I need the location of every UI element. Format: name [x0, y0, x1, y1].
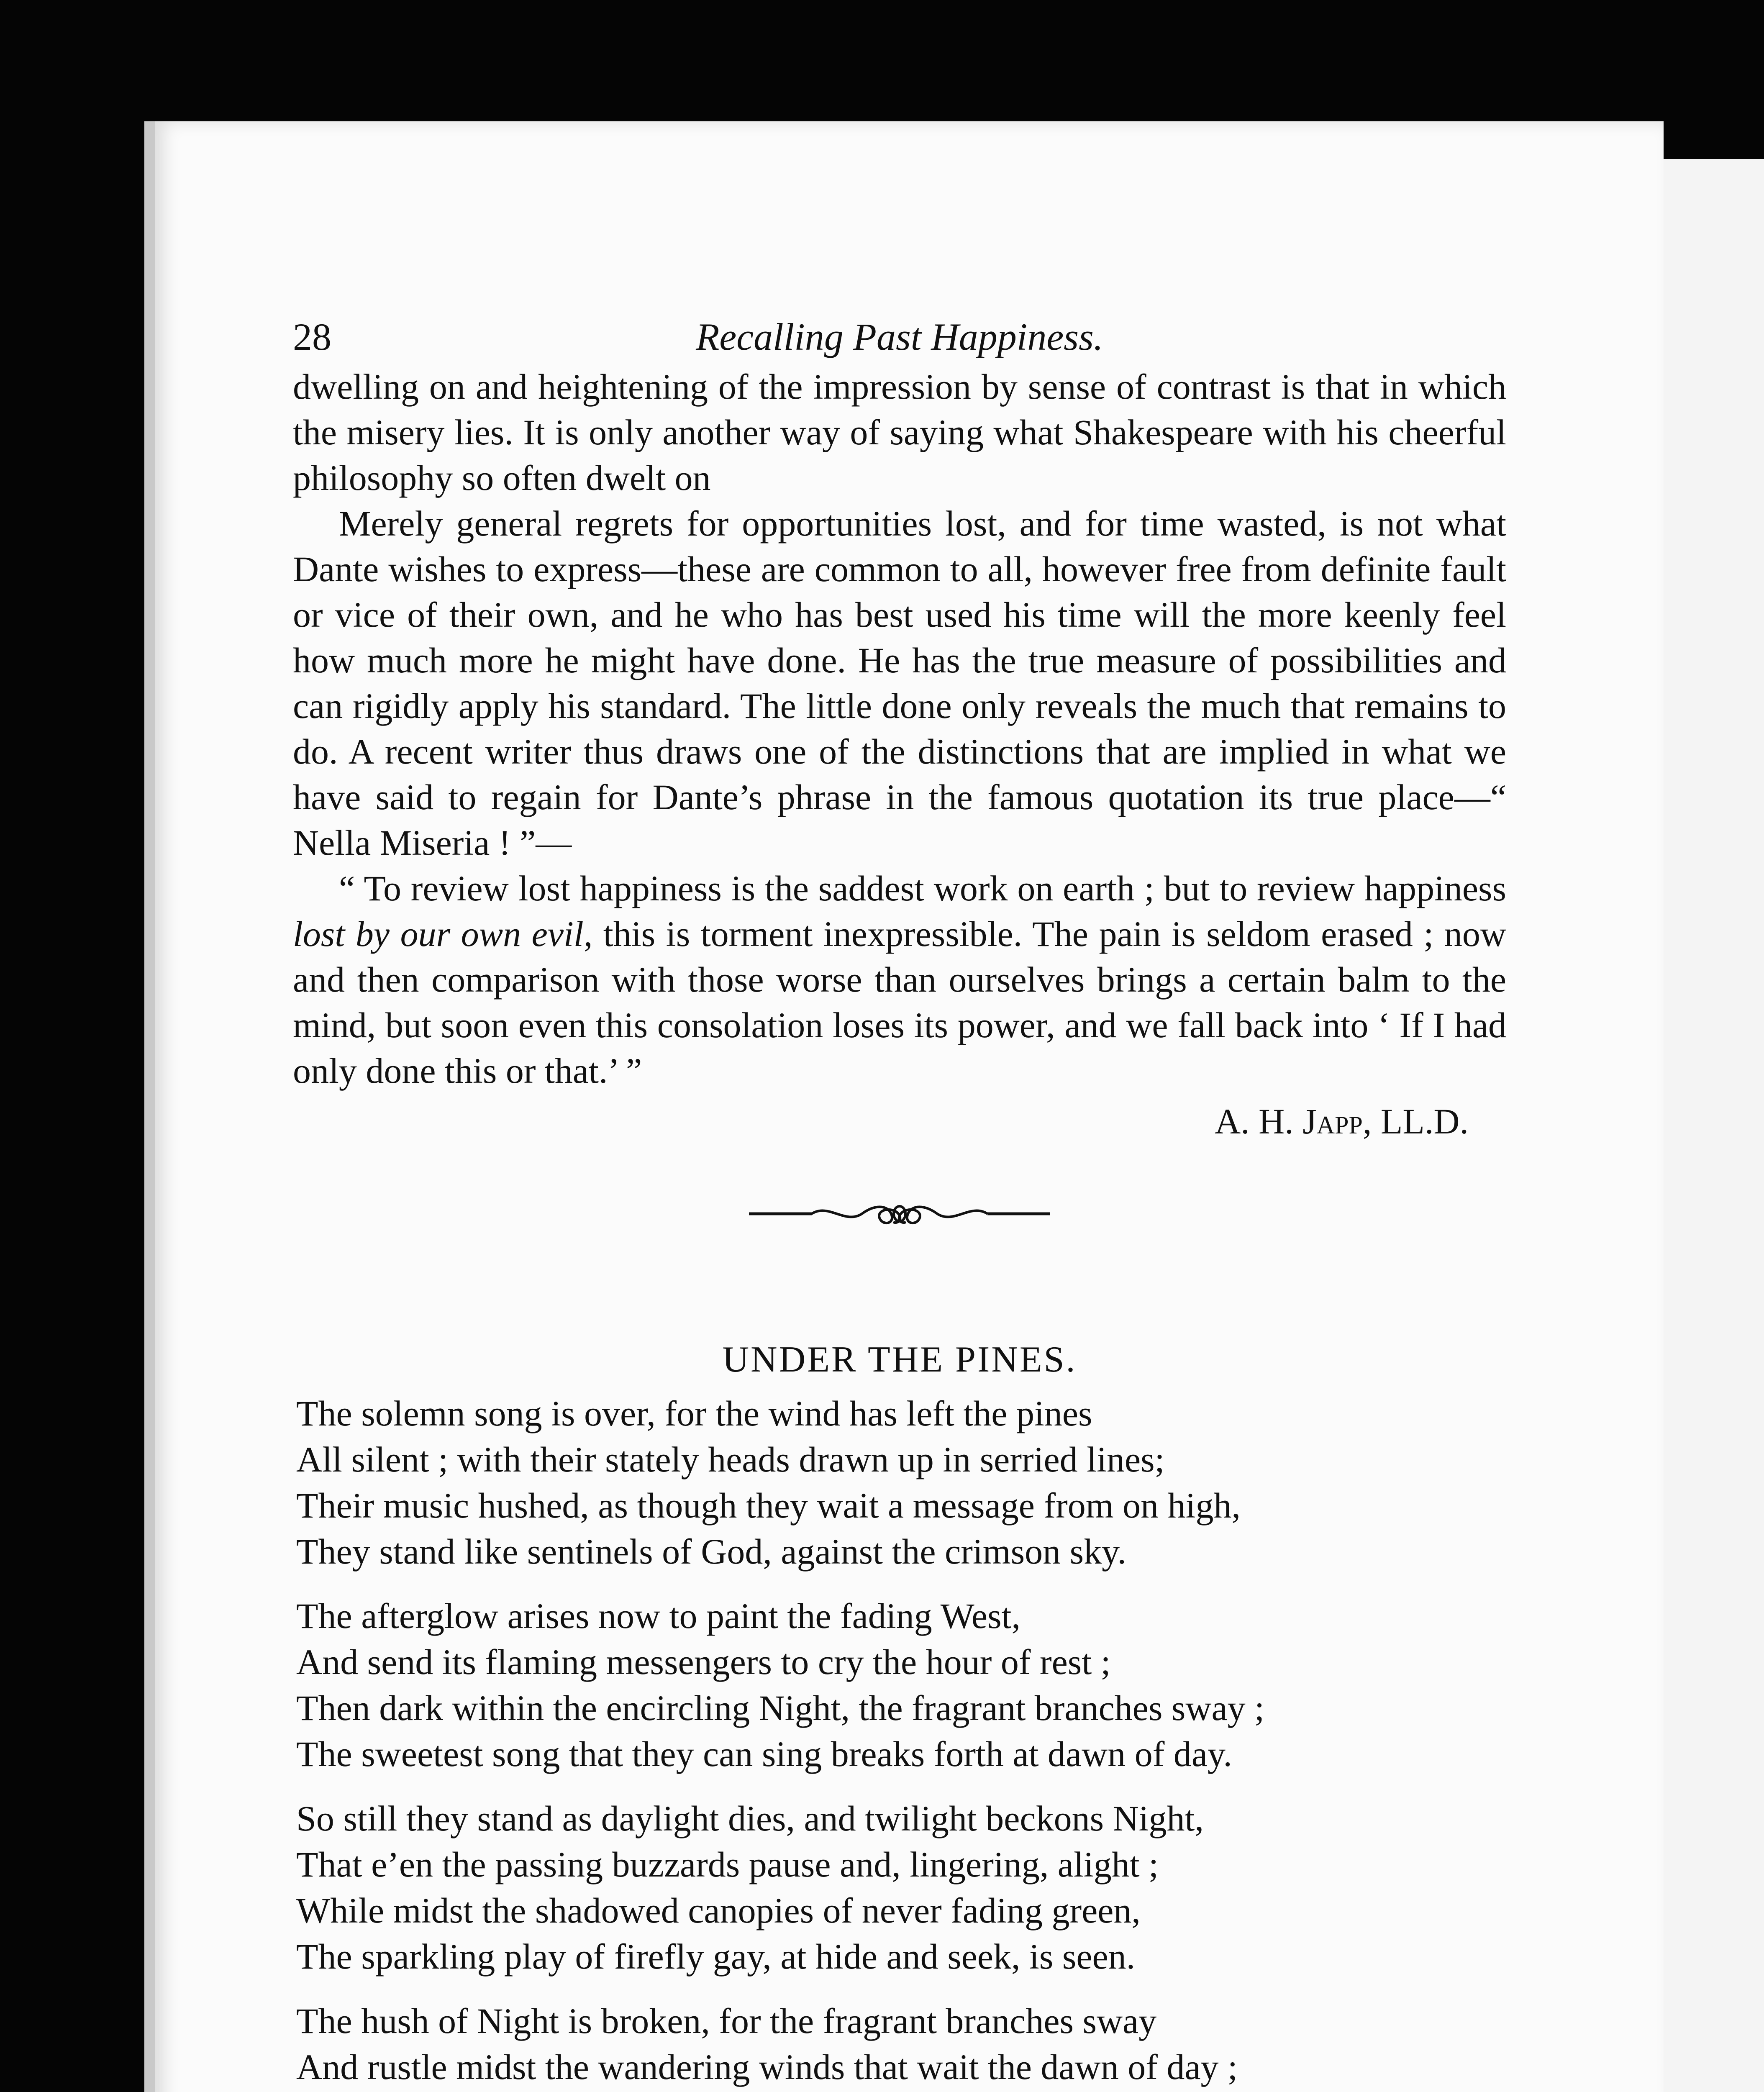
- poem-body: [293, 1390, 1506, 2092]
- page-number: 28: [293, 315, 331, 358]
- verse-line: [296, 2090, 1506, 2092]
- quote-text-end: , this is torment inexpressible. The pain is seldom erased ; now and then comparison with those worse than ourselves brings a certain balm to the mind, but soon even this consolation loses its power, and we fall back into ‘ If I had only done this or that.’ ”: [293, 914, 1507, 1091]
- essay-author: A. H. Japp, LL.D.: [1215, 1101, 1469, 1141]
- flourish-divider-icon: [749, 1195, 1050, 1232]
- verse-line: That e’en the passing buzzards pause and, lingering, alight ;: [296, 1844, 1159, 1884]
- verse-line: All silent ; with their stately heads drawn up in serried lines;: [296, 1439, 1165, 1479]
- quote-text-start: “ To review lost happiness is the saddest work on earth ; but to review happiness: [339, 868, 1506, 908]
- poem-title: UNDER THE PINES.: [722, 1339, 1077, 1380]
- facing-page-edge: [1653, 159, 1764, 2092]
- verse-line: And send its flaming messengers to cry the hour of rest ;: [296, 1642, 1111, 1682]
- stanza-1: [293, 1390, 1506, 1574]
- running-head: [293, 310, 1506, 364]
- essay-quote-paragraph: [293, 866, 1506, 1094]
- verse-line: The hush of Night is broken, for the fragrant branches sway: [296, 2001, 1157, 2041]
- essay-text: [293, 364, 1506, 1094]
- verse-line: While midst the shadowed canopies of never fading green,: [296, 1890, 1141, 1930]
- verse-line: The solemn song is over, for the wind has left the pines: [296, 1393, 1092, 1433]
- verse-line: Then dark within the encircling Night, the fragrant branches sway ;: [296, 1688, 1265, 1728]
- verse-line: So still they stand as daylight dies, and twilight beckons Night,: [296, 1798, 1204, 1838]
- stanza-4: [293, 1998, 1506, 2092]
- verse-line: They stand like sentinels of God, against the crimson sky.: [296, 1531, 1127, 1572]
- verse-line: The sparkling play of firefly gay, at hide and seek, is seen.: [296, 1936, 1136, 1977]
- stanza-2: [293, 1593, 1506, 1777]
- essay-paragraph-1: dwelling on and heightening of the impression by sense of contrast is that in which the misery lies. It is only another way of saying what Shakespeare with his cheerful philosophy so often dwelt on: [293, 367, 1506, 498]
- quote-italic-phrase: lost by our own evil: [293, 914, 584, 954]
- running-title: Recalling Past Happiness.: [696, 315, 1103, 358]
- verse-line: The afterglow arises now to paint the fading West,: [296, 1596, 1020, 1636]
- verse-line: Their music hushed, as though they wait a message from on high,: [296, 1485, 1241, 1525]
- page-content: [293, 310, 1506, 2092]
- essay-paragraph-2: Merely general regrets for opportunities lost, and for time wasted, is not what Dante wishes to express—these are common to all, however free from definite fault or vice of their own, and he who has best used his time will the more keenly feel how much more he might have done. He has the true measure of possibilities and can rigidly apply his standard. The little done only reveals the much that remains to do. A recent writer thus draws one of the distinctions that are implied in what we have said to regain for Dante’s phrase in the famous quotation its true place—“ Nella Miseria ! ”—: [293, 503, 1506, 863]
- verse-line: And rustle midst the wandering winds that wait the dawn of day ;: [296, 2047, 1238, 2087]
- verse-line: The sweetest song that they can sing breaks forth at dawn of day.: [296, 1734, 1232, 1774]
- stanza-3: [293, 1795, 1506, 1979]
